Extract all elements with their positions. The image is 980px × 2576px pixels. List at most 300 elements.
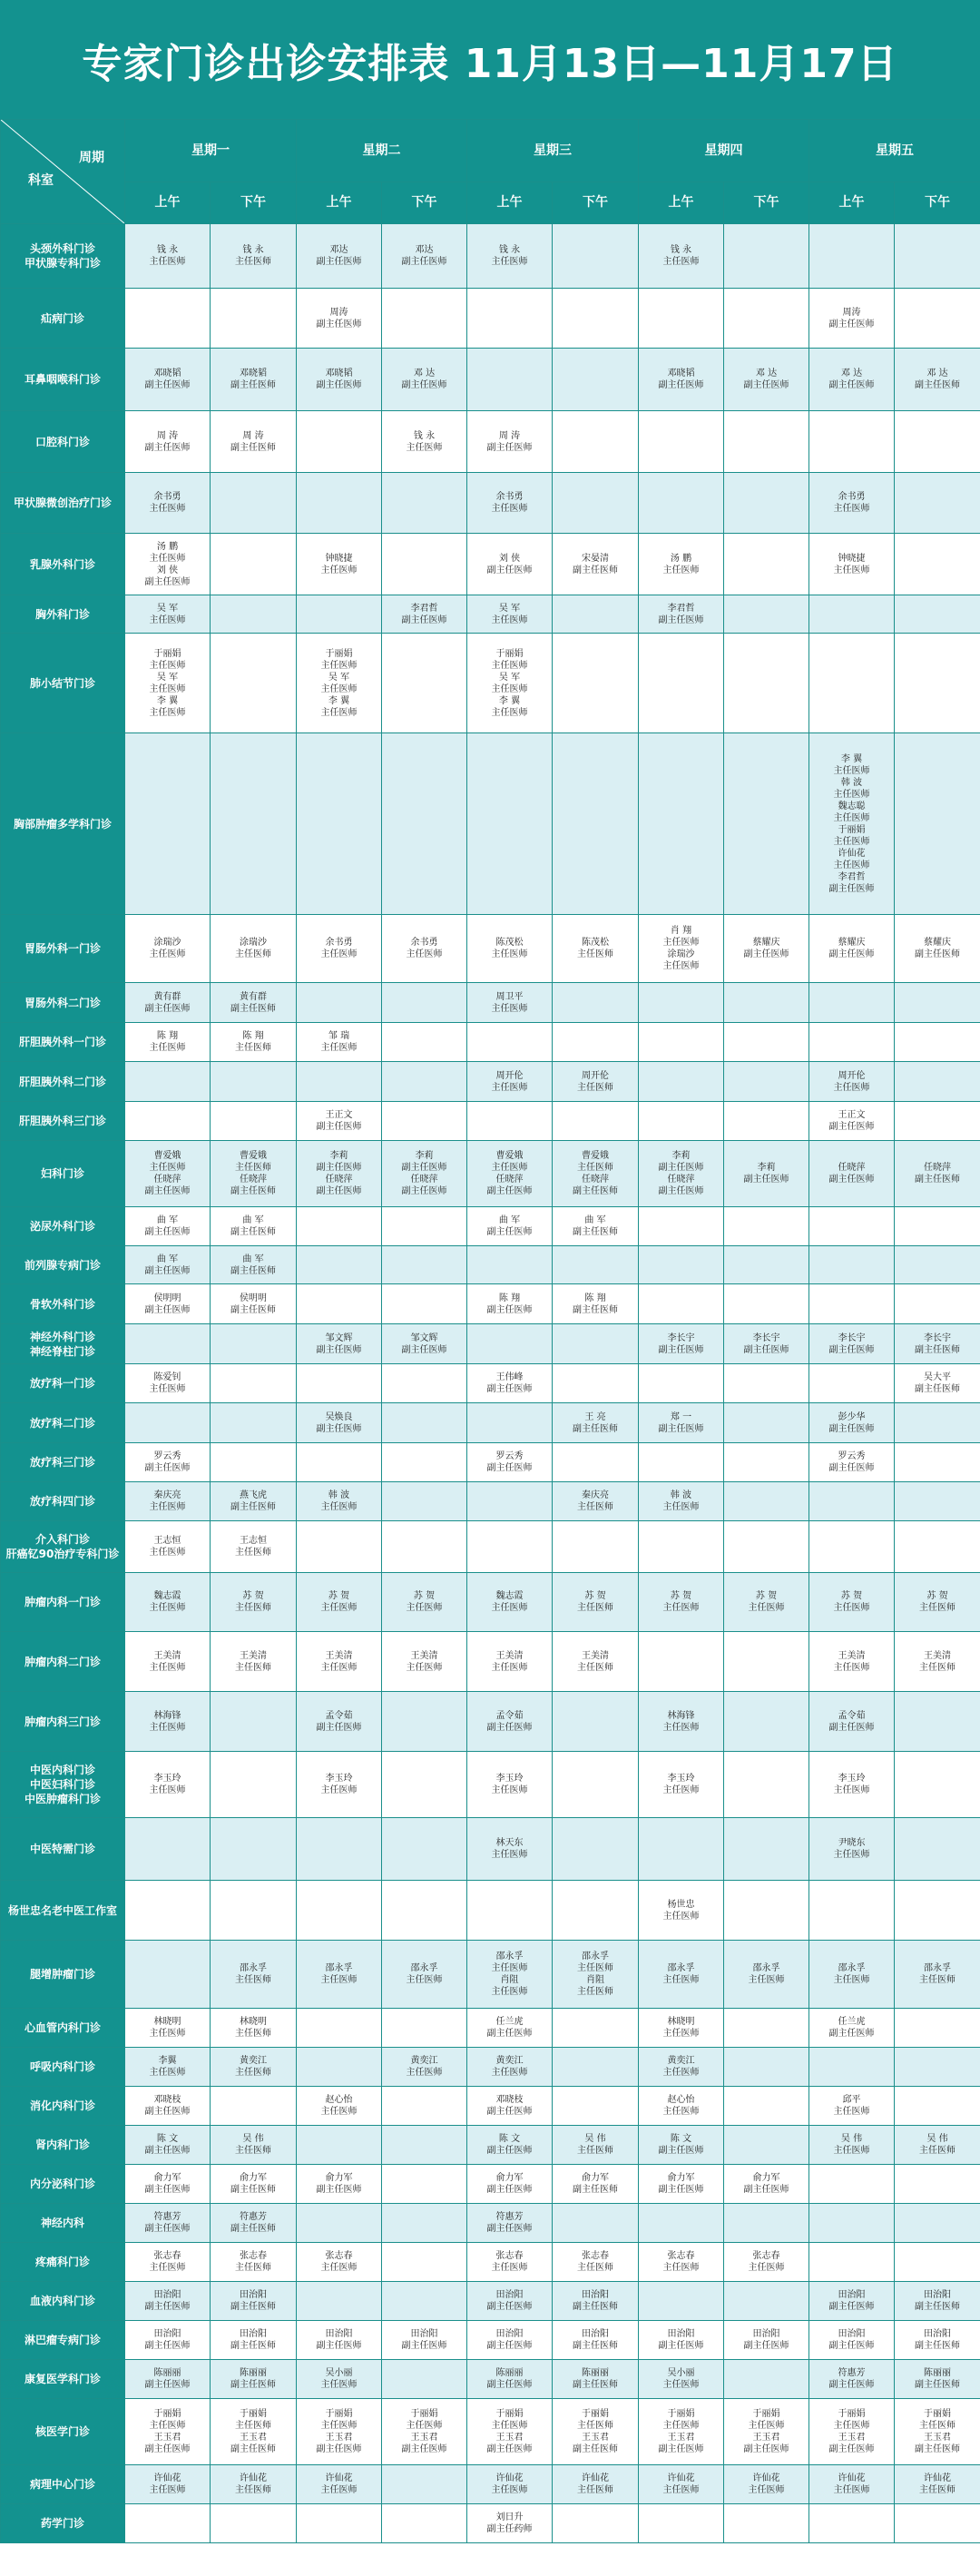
- schedule-cell: 李莉 副主任医师: [724, 1141, 809, 1207]
- schedule-cell: 于丽娟 主任医师 吴 军 主任医师 李 翼 主任医师: [125, 634, 211, 733]
- schedule-cell: [211, 1443, 297, 1482]
- schedule-cell: [895, 289, 980, 349]
- schedule-cell: [639, 1818, 724, 1881]
- schedule-cell: [211, 733, 297, 915]
- schedule-cell: [809, 2048, 895, 2087]
- schedule-cell: 黄奕江 主任医师: [639, 2048, 724, 2087]
- schedule-cell: 符惠芳 副主任医师: [125, 2204, 211, 2243]
- schedule-cell: [125, 733, 211, 915]
- dept-name: 内分泌科门诊: [1, 2165, 125, 2204]
- schedule-cell: 于丽娟 主任医师 王玉君 副主任医师: [211, 2399, 297, 2465]
- schedule-cell: [724, 983, 809, 1023]
- table-row: [1, 224, 980, 289]
- table-row: [1, 983, 980, 1023]
- schedule-cell: [297, 2504, 382, 2543]
- schedule-cell: 张志春 主任医师: [553, 2243, 639, 2282]
- schedule-cell: [125, 2504, 211, 2543]
- schedule-cell: 王志恒 主任医师: [211, 1521, 297, 1573]
- schedule-cell: [467, 1324, 553, 1364]
- schedule-cell: [382, 2504, 467, 2543]
- schedule-cell: 苏 贺 主任医师: [382, 1573, 467, 1632]
- schedule-cell: [724, 2126, 809, 2165]
- schedule-cell: 张志春 主任医师: [639, 2243, 724, 2282]
- table-row: [1, 1207, 980, 1246]
- schedule-cell: 田治阳 副主任医师: [297, 2321, 382, 2360]
- table-row: [1, 349, 980, 411]
- table-row: [1, 1324, 980, 1364]
- schedule-cell: 侯明明 副主任医师: [211, 1284, 297, 1324]
- schedule-cell: 于丽娟 主任医师 吴 军 主任医师 李 翼 主任医师: [467, 634, 553, 733]
- schedule-cell: 李莉 副主任医师 任晓萍 副主任医师: [382, 1141, 467, 1207]
- schedule-cell: [553, 411, 639, 473]
- schedule-cell: [211, 289, 297, 349]
- schedule-cell: 王美清 主任医师: [467, 1632, 553, 1692]
- table-row: [1, 2165, 980, 2204]
- schedule-cell: 黄奕江 主任医师: [382, 2048, 467, 2087]
- schedule-cell: 任晓萍 副主任医师: [809, 1141, 895, 1207]
- schedule-cell: 赵心怡 主任医师: [297, 2087, 382, 2126]
- dept-name: 肝胆胰外科二门诊: [1, 1062, 125, 1102]
- dept-name: 放疗科四门诊: [1, 1482, 125, 1521]
- schedule-cell: 韩 波 主任医师: [639, 1482, 724, 1521]
- schedule-cell: 王美清 主任医师: [895, 1632, 980, 1692]
- schedule-cell: 邵永孚 主任医师: [297, 1941, 382, 2009]
- period-header-pm: 下午: [553, 182, 639, 224]
- period-header-pm: 下午: [724, 182, 809, 224]
- dept-name: 甲状腺微创治疗门诊: [1, 473, 125, 534]
- schedule-cell: 周开伦 主任医师: [809, 1062, 895, 1102]
- schedule-cell: [724, 2282, 809, 2321]
- schedule-cell: 邓 达 副主任医师: [382, 349, 467, 411]
- schedule-cell: 俞力军 副主任医师: [125, 2165, 211, 2204]
- schedule-cell: [382, 1521, 467, 1573]
- schedule-cell: 王美清 主任医师: [211, 1632, 297, 1692]
- schedule-cell: 邱平 主任医师: [809, 2087, 895, 2126]
- schedule-cell: 王美清 主任医师: [382, 1632, 467, 1692]
- period-header-pm: 下午: [895, 182, 980, 224]
- schedule-cell: [895, 1482, 980, 1521]
- schedule-cell: [211, 1324, 297, 1364]
- schedule-cell: [467, 733, 553, 915]
- corner-header: [1, 120, 125, 224]
- table-row: [1, 1632, 980, 1692]
- schedule-cell: 田治阳 副主任医师: [125, 2282, 211, 2321]
- schedule-cell: [553, 1324, 639, 1364]
- schedule-cell: [297, 2009, 382, 2048]
- schedule-cell: 吴 军 主任医师: [467, 595, 553, 634]
- table-row: [1, 1482, 980, 1521]
- dept-name: 骨软外科门诊: [1, 1284, 125, 1324]
- schedule-cell: [297, 1818, 382, 1881]
- schedule-cell: [382, 2204, 467, 2243]
- schedule-cell: 汤 鹏 主任医师 刘 侠 副主任医师: [125, 534, 211, 595]
- schedule-cell: [382, 1062, 467, 1102]
- schedule-cell: 俞力军 副主任医师: [724, 2165, 809, 2204]
- schedule-cell: 曲 军 副主任医师: [211, 1207, 297, 1246]
- schedule-cell: 黄有群 副主任医师: [125, 983, 211, 1023]
- schedule-cell: [382, 1881, 467, 1941]
- schedule-cell: 邵永孚 主任医师: [895, 1941, 980, 2009]
- dept-name: 肾内科门诊: [1, 2126, 125, 2165]
- schedule-cell: 余书勇 主任医师: [467, 473, 553, 534]
- schedule-cell: 曲 军 副主任医师: [125, 1246, 211, 1284]
- schedule-cell: [724, 733, 809, 915]
- schedule-cell: 于丽娟 主任医师 王玉君 副主任医师: [297, 2399, 382, 2465]
- schedule-cell: 李莉 副主任医师 任晓萍 副主任医师: [297, 1141, 382, 1207]
- table-row: [1, 1023, 980, 1062]
- schedule-cell: [125, 1941, 211, 2009]
- schedule-cell: 许仙花 主任医师: [467, 2465, 553, 2504]
- schedule-cell: 李君哲 副主任医师: [382, 595, 467, 634]
- schedule-cell: 彭少华 副主任医师: [809, 1403, 895, 1443]
- schedule-cell: [125, 1062, 211, 1102]
- dept-name: 肿瘤内科三门诊: [1, 1692, 125, 1752]
- schedule-cell: 陈 翔 主任医师: [125, 1023, 211, 1062]
- table-row: [1, 1752, 980, 1818]
- schedule-cell: [382, 1692, 467, 1752]
- schedule-cell: [639, 2282, 724, 2321]
- schedule-cell: [382, 1246, 467, 1284]
- schedule-cell: [297, 1443, 382, 1482]
- table-row: [1, 595, 980, 634]
- schedule-cell: 陈丽丽 副主任医师: [125, 2360, 211, 2399]
- schedule-cell: [553, 2504, 639, 2543]
- table-row: [1, 289, 980, 349]
- schedule-cell: 任兰虎 副主任医师: [467, 2009, 553, 2048]
- schedule-cell: 邵永孚 主任医师 肖阻 主任医师: [553, 1941, 639, 2009]
- schedule-cell: 于丽娟 主任医师 王玉君 副主任医师: [553, 2399, 639, 2465]
- schedule-cell: [895, 411, 980, 473]
- schedule-cell: 田治阳 副主任医师: [895, 2321, 980, 2360]
- schedule-cell: [125, 289, 211, 349]
- schedule-cell: [895, 1246, 980, 1284]
- schedule-cell: [382, 1207, 467, 1246]
- schedule-cell: [382, 2465, 467, 2504]
- schedule-cell: 许仙花 主任医师: [297, 2465, 382, 2504]
- schedule-cell: [125, 1818, 211, 1881]
- schedule-cell: [553, 1102, 639, 1141]
- schedule-cell: [895, 473, 980, 534]
- schedule-cell: 李莉 副主任医师 任晓萍 副主任医师: [639, 1141, 724, 1207]
- schedule-cell: 符惠芳 副主任医师: [809, 2360, 895, 2399]
- schedule-cell: 王美清 主任医师: [297, 1632, 382, 1692]
- schedule-body: [1, 224, 980, 2543]
- schedule-cell: 邵永孚 主任医师: [211, 1941, 297, 2009]
- schedule-cell: 张志春 主任医师: [211, 2243, 297, 2282]
- schedule-cell: 苏 贺 主任医师: [809, 1573, 895, 1632]
- schedule-cell: 吴焕良 副主任医师: [297, 1403, 382, 1443]
- schedule-cell: 俞力军 副主任医师: [467, 2165, 553, 2204]
- schedule-cell: [895, 1207, 980, 1246]
- schedule-cell: [211, 634, 297, 733]
- schedule-cell: [553, 1752, 639, 1818]
- schedule-cell: 蔡耀庆 副主任医师: [809, 915, 895, 983]
- table-row: [1, 1881, 980, 1941]
- schedule-cell: [467, 1482, 553, 1521]
- schedule-cell: 林晓明 主任医师: [125, 2009, 211, 2048]
- schedule-cell: 李玉玲 主任医师: [297, 1752, 382, 1818]
- schedule-cell: [125, 1403, 211, 1443]
- schedule-cell: [382, 2087, 467, 2126]
- schedule-cell: 孟令茹 副主任医师: [297, 1692, 382, 1752]
- dept-name: 口腔科门诊: [1, 411, 125, 473]
- schedule-cell: [211, 1102, 297, 1141]
- schedule-cell: [211, 473, 297, 534]
- schedule-cell: 曹爱娥 主任医师 任晓萍 副主任医师: [467, 1141, 553, 1207]
- schedule-cell: [895, 224, 980, 289]
- schedule-cell: [211, 1062, 297, 1102]
- day-header: 星期五: [809, 120, 980, 182]
- table-row: [1, 2465, 980, 2504]
- schedule-cell: 吴 伟 主任医师: [895, 2126, 980, 2165]
- schedule-cell: [809, 1023, 895, 1062]
- schedule-cell: [895, 1023, 980, 1062]
- dept-name: 胃肠外科一门诊: [1, 915, 125, 983]
- schedule-cell: [553, 1246, 639, 1284]
- schedule-cell: [297, 2204, 382, 2243]
- dept-name: 血液内科门诊: [1, 2282, 125, 2321]
- schedule-cell: [724, 2204, 809, 2243]
- table-row: [1, 1403, 980, 1443]
- schedule-cell: 赵心怡 主任医师: [639, 2087, 724, 2126]
- schedule-cell: 陈丽丽 副主任医师: [895, 2360, 980, 2399]
- table-row: [1, 2048, 980, 2087]
- schedule-cell: 曲 军 副主任医师: [125, 1207, 211, 1246]
- schedule-cell: [724, 1881, 809, 1941]
- schedule-cell: 王伟峰 副主任医师: [467, 1364, 553, 1403]
- schedule-cell: 曲 军 副主任医师: [553, 1207, 639, 1246]
- schedule-cell: 邹文辉 副主任医师: [297, 1324, 382, 1364]
- schedule-cell: 任兰虎 副主任医师: [809, 2009, 895, 2048]
- schedule-cell: 周开伦 主任医师: [467, 1062, 553, 1102]
- schedule-cell: 林天东 主任医师: [467, 1818, 553, 1881]
- schedule-cell: 邓晓韬 副主任医师: [125, 349, 211, 411]
- schedule-cell: 钟晓捷 主任医师: [809, 534, 895, 595]
- schedule-cell: 俞力军 副主任医师: [553, 2165, 639, 2204]
- schedule-cell: 张志春 主任医师: [724, 2243, 809, 2282]
- schedule-cell: 邵永孚 主任医师: [382, 1941, 467, 2009]
- schedule-cell: 田治阳 副主任医师: [382, 2321, 467, 2360]
- schedule-cell: [467, 349, 553, 411]
- schedule-cell: 张志春 主任医师: [297, 2243, 382, 2282]
- schedule-cell: [382, 1752, 467, 1818]
- schedule-cell: [724, 1403, 809, 1443]
- schedule-cell: [211, 1692, 297, 1752]
- schedule-cell: 任晓萍 副主任医师: [895, 1141, 980, 1207]
- dept-name: 腿增肿瘤门诊: [1, 1941, 125, 2009]
- schedule-cell: [809, 595, 895, 634]
- schedule-cell: 黄有群 副主任医师: [211, 983, 297, 1023]
- schedule-cell: 李长宇 副主任医师: [639, 1324, 724, 1364]
- schedule-cell: [382, 983, 467, 1023]
- schedule-cell: 周开伦 主任医师: [553, 1062, 639, 1102]
- dept-name: 核医学门诊: [1, 2399, 125, 2465]
- schedule-cell: [553, 2087, 639, 2126]
- dept-name: 淋巴瘤专病门诊: [1, 2321, 125, 2360]
- schedule-cell: [297, 1062, 382, 1102]
- schedule-cell: [724, 473, 809, 534]
- dept-name: 妇科门诊: [1, 1141, 125, 1207]
- dept-name: 胸外科门诊: [1, 595, 125, 634]
- schedule-cell: [467, 289, 553, 349]
- schedule-cell: 田治阳 副主任医师: [467, 2282, 553, 2321]
- title-banner: [0, 0, 980, 119]
- schedule-table: [0, 119, 980, 2543]
- schedule-cell: [297, 473, 382, 534]
- schedule-cell: 符惠芳 副主任医师: [467, 2204, 553, 2243]
- schedule-cell: 吴 军 主任医师: [125, 595, 211, 634]
- schedule-cell: [297, 1284, 382, 1324]
- schedule-cell: [553, 595, 639, 634]
- schedule-cell: [809, 1881, 895, 1941]
- period-header-am: 上午: [467, 182, 553, 224]
- schedule-cell: 吴大平 副主任医师: [895, 1364, 980, 1403]
- schedule-cell: [553, 1023, 639, 1062]
- schedule-cell: 田治阳 副主任医师: [211, 2282, 297, 2321]
- table-row: [1, 2321, 980, 2360]
- schedule-cell: [467, 1023, 553, 1062]
- schedule-cell: 陈 文 副主任医师: [125, 2126, 211, 2165]
- schedule-cell: 许仙花 主任医师: [211, 2465, 297, 2504]
- schedule-cell: 于丽娟 主任医师 王玉君 副主任医师: [382, 2399, 467, 2465]
- table-row: [1, 1443, 980, 1482]
- schedule-cell: [639, 411, 724, 473]
- schedule-cell: [297, 2282, 382, 2321]
- schedule-cell: [382, 2360, 467, 2399]
- schedule-cell: 李 翼 主任医师 韩 波 主任医师 魏志聪 主任医师 于丽娟 主任医师 许仙花 主任医师 李君哲 副主任医师: [809, 733, 895, 915]
- schedule-cell: [724, 1632, 809, 1692]
- schedule-cell: [382, 2009, 467, 2048]
- schedule-cell: 李长宇 副主任医师: [895, 1324, 980, 1364]
- schedule-cell: [125, 1324, 211, 1364]
- schedule-cell: 苏 贺 主任医师: [297, 1573, 382, 1632]
- schedule-cell: [724, 1023, 809, 1062]
- schedule-cell: [809, 983, 895, 1023]
- schedule-cell: 李玉玲 主任医师: [467, 1752, 553, 1818]
- schedule-cell: 吴 伟 主任医师: [553, 2126, 639, 2165]
- schedule-cell: [724, 1443, 809, 1482]
- schedule-cell: 燕飞虎 副主任医师: [211, 1482, 297, 1521]
- table-row: [1, 2009, 980, 2048]
- schedule-cell: [382, 1284, 467, 1324]
- day-header-row: [1, 120, 980, 182]
- schedule-cell: 陈 翔 主任医师: [211, 1023, 297, 1062]
- schedule-cell: 田治阳 副主任医师: [639, 2321, 724, 2360]
- schedule-cell: 余书勇 主任医师: [297, 915, 382, 983]
- schedule-cell: 林晓明 主任医师: [639, 2009, 724, 2048]
- dept-name: 疼痛科门诊: [1, 2243, 125, 2282]
- schedule-cell: 黄奕江 主任医师: [211, 2048, 297, 2087]
- schedule-cell: [297, 1246, 382, 1284]
- schedule-cell: [639, 733, 724, 915]
- schedule-cell: [382, 1023, 467, 1062]
- schedule-cell: [297, 1364, 382, 1403]
- schedule-cell: [724, 2360, 809, 2399]
- dept-name: 前列腺专病门诊: [1, 1246, 125, 1284]
- table-row: [1, 2360, 980, 2399]
- schedule-cell: [297, 1207, 382, 1246]
- dept-name: 肿瘤内科二门诊: [1, 1632, 125, 1692]
- schedule-cell: [382, 1818, 467, 1881]
- table-row: [1, 1141, 980, 1207]
- schedule-cell: 田治阳 副主任医师: [211, 2321, 297, 2360]
- schedule-cell: [639, 1246, 724, 1284]
- schedule-cell: 李玉玲 主任医师: [125, 1752, 211, 1818]
- schedule-cell: 魏志霞 主任医师: [125, 1573, 211, 1632]
- schedule-cell: 周涛 副主任医师: [809, 289, 895, 349]
- schedule-cell: [639, 1443, 724, 1482]
- schedule-cell: [211, 1881, 297, 1941]
- schedule-cell: [553, 1443, 639, 1482]
- schedule-cell: [724, 1102, 809, 1141]
- schedule-cell: 孟令茹 副主任医师: [809, 1692, 895, 1752]
- schedule-cell: 田治阳 副主任医师: [724, 2321, 809, 2360]
- table-row: [1, 1102, 980, 1141]
- schedule-cell: [297, 1881, 382, 1941]
- schedule-cell: [809, 1364, 895, 1403]
- schedule-cell: 王正文 副主任医师: [297, 1102, 382, 1141]
- table-row: [1, 2243, 980, 2282]
- schedule-cell: 周 涛 副主任医师: [125, 411, 211, 473]
- schedule-cell: [895, 2204, 980, 2243]
- schedule-cell: [639, 1102, 724, 1141]
- schedule-cell: 黄奕江 主任医师: [467, 2048, 553, 2087]
- dept-name: 放疗科二门诊: [1, 1403, 125, 1443]
- dept-name: 心血管内科门诊: [1, 2009, 125, 2048]
- schedule-cell: 钱 永 主任医师: [211, 224, 297, 289]
- dept-name: 呼吸内科门诊: [1, 2048, 125, 2087]
- schedule-cell: 于丽娟 主任医师 王玉君 副主任医师: [125, 2399, 211, 2465]
- schedule-cell: 邓达 副主任医师: [382, 224, 467, 289]
- schedule-cell: [809, 2243, 895, 2282]
- schedule-cell: [297, 983, 382, 1023]
- dept-name: 胸部肿瘤多学科门诊: [1, 733, 125, 915]
- schedule-cell: [809, 2165, 895, 2204]
- dept-name: 胃肠外科二门诊: [1, 983, 125, 1023]
- dept-name: 药学门诊: [1, 2504, 125, 2543]
- schedule-cell: [211, 534, 297, 595]
- schedule-cell: [895, 2165, 980, 2204]
- dept-name: 肺小结节门诊: [1, 634, 125, 733]
- schedule-cell: 陈茂松 主任医师: [467, 915, 553, 983]
- schedule-cell: 田治阳 副主任医师: [895, 2282, 980, 2321]
- schedule-cell: [724, 1246, 809, 1284]
- schedule-cell: 曲 军 副主任医师: [211, 1246, 297, 1284]
- schedule-cell: [895, 733, 980, 915]
- schedule-cell: 许仙花 主任医师: [639, 2465, 724, 2504]
- schedule-cell: 蔡耀庆 副主任医师: [724, 915, 809, 983]
- schedule-cell: [895, 1102, 980, 1141]
- schedule-cell: [724, 2504, 809, 2543]
- schedule-cell: [382, 1364, 467, 1403]
- schedule-cell: 尹晓东 主任医师: [809, 1818, 895, 1881]
- schedule-cell: 邵永孚 主任医师 肖阻 主任医师: [467, 1941, 553, 2009]
- schedule-cell: 俞力军 副主任医师: [211, 2165, 297, 2204]
- schedule-cell: [809, 411, 895, 473]
- schedule-cell: 许仙花 主任医师: [553, 2465, 639, 2504]
- schedule-cell: [297, 733, 382, 915]
- schedule-cell: 李玉玲 主任医师: [809, 1752, 895, 1818]
- schedule-cell: 于丽娟 主任医师 王玉君 副主任医师: [639, 2399, 724, 2465]
- schedule-cell: 涂瑞沙 主任医师: [125, 915, 211, 983]
- schedule-cell: [639, 2504, 724, 2543]
- schedule-cell: 于丽娟 主任医师 王玉君 副主任医师: [724, 2399, 809, 2465]
- dept-name: 中医内科门诊 中医妇科门诊 中医肿瘤科门诊: [1, 1752, 125, 1818]
- schedule-cell: 陈 文 副主任医师: [639, 2126, 724, 2165]
- table-row: [1, 634, 980, 733]
- schedule-cell: 汤 鹏 主任医师: [639, 534, 724, 595]
- schedule-cell: [297, 595, 382, 634]
